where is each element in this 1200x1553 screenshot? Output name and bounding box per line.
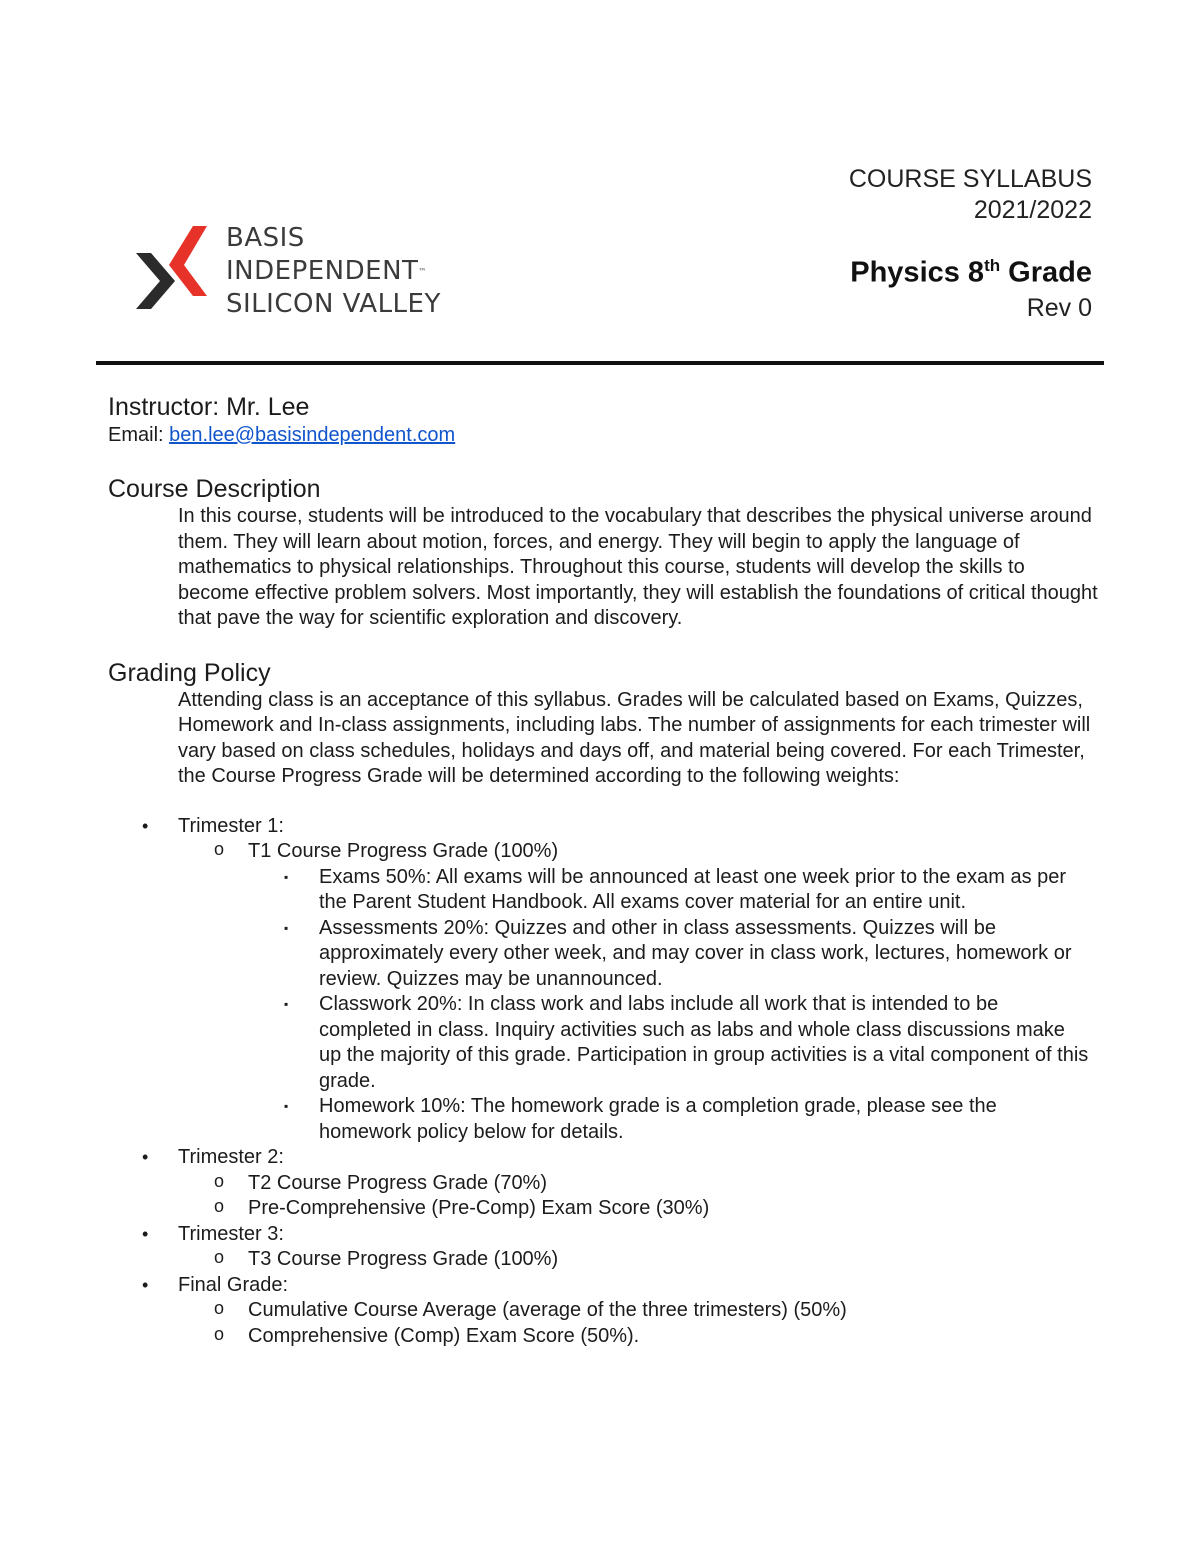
email-row bbox=[108, 422, 1098, 448]
list-item: • Trimester 3: bbox=[108, 1222, 1098, 1248]
header-divider bbox=[96, 361, 1104, 365]
square-bullet-icon: ▪ bbox=[284, 1099, 289, 1113]
bullet-icon: • bbox=[142, 1274, 149, 1295]
square-bullet-icon: ▪ bbox=[284, 920, 289, 935]
list-item: • Final Grade: bbox=[108, 1273, 1098, 1299]
square-bullet-icon: ▪ bbox=[284, 869, 289, 884]
list-item: o T3 Course Progress Grade (100%) bbox=[214, 1247, 559, 1270]
circle-bullet-icon: o bbox=[214, 1323, 225, 1344]
square-bullet-icon: ▪ bbox=[284, 997, 289, 1011]
list-item: • Trimester 1: bbox=[108, 814, 1098, 840]
circle-bullet-icon: o bbox=[214, 1247, 225, 1267]
revision-label: Rev 0 bbox=[1026, 293, 1092, 322]
circle-bullet-icon: o bbox=[214, 1196, 225, 1216]
instructor-name: Instructor: Mr. Lee bbox=[108, 393, 310, 421]
list-item: o T1 Course Progress Grade (100%) bbox=[214, 839, 559, 862]
list-item: o Comprehensive (Comp) Exam Score (50%). bbox=[214, 1323, 640, 1347]
bullet-icon: • bbox=[142, 1147, 149, 1167]
logo-line-basis: BASIS bbox=[226, 223, 305, 253]
list-item: ▪ Classwork 20%: In class work and labs include all work that is intended to be completed in class. Inquiry activities such as labs and whole class discussions make up the majority of this grade. Participation in group activities is a vital component of this grade. bbox=[284, 993, 1089, 1092]
document-header bbox=[849, 164, 1092, 325]
list-item: o Cumulative Course Average (average of the three trimesters) (50%) bbox=[214, 1298, 847, 1321]
document-type: COURSE SYLLABUS bbox=[848, 165, 1092, 193]
email-label: Email: bbox=[108, 424, 164, 446]
bullet-icon: • bbox=[142, 1223, 149, 1244]
list-item: o Pre-Comprehensive (Pre-Comp) Exam Score (30%) bbox=[214, 1196, 710, 1219]
logo-line-silicon-valley: SILICON VALLEY bbox=[226, 289, 441, 319]
basis-chevron-icon bbox=[136, 224, 216, 314]
list-item: ▪ Homework 10%: The homework grade is a completion grade, please see the homework policy below for details. bbox=[284, 1095, 997, 1143]
course-description-text: In this course, students will be introduced to the vocabulary that describes the physical universe around them. They will learn about motion, forces, and energy. They will begin to apply the language of mathematics to physical relationships. Throughout this course, students will develop the skills to become effective problem solvers. Most importantly, they will establish the foundations of critical thought that pave the way for scientific exploration and discovery. bbox=[178, 505, 1098, 629]
circle-bullet-icon: o bbox=[214, 1298, 225, 1318]
circle-bullet-icon: o bbox=[214, 1170, 225, 1191]
grading-policy-text: Attending class is an acceptance of this syllabus. Grades will be calculated based on Exams, Quizzes, Homework and In-class assignments, including labs. The number of assignments for each trimester will vary based on class schedules, holidays and days off, and material being covered. For each Trimester, the Course Progress Grade will be determined according to the following weights: bbox=[178, 688, 1091, 787]
school-year: 2021/2022 bbox=[973, 196, 1092, 224]
circle-bullet-icon: o bbox=[214, 839, 225, 859]
list-item: ▪ Assessments 20%: Quizzes and other in class assessments. Quizzes will be approximately every other week, and may cover in class work, lectures, homework or review. Quizzes may be unannounced. bbox=[284, 916, 1072, 990]
logo-line-independent: INDEPENDENT™ bbox=[226, 256, 427, 286]
grading-weights-list bbox=[108, 814, 1098, 1350]
list-item: • Trimester 2: bbox=[108, 1145, 1098, 1171]
list-item: o T2 Course Progress Grade (70%) bbox=[214, 1170, 548, 1194]
grading-policy-heading: Grading Policy bbox=[108, 658, 271, 687]
school-logo bbox=[136, 222, 456, 322]
email-link[interactable]: ben.lee@basisindependent.com bbox=[169, 424, 456, 446]
syllabus-body bbox=[108, 392, 1098, 1349]
course-title: Physics 8th Grade bbox=[850, 256, 1092, 289]
list-item: ▪ Exams 50%: All exams will be announced at least one week prior to the exam as per the Parent Student Handbook. All exams cover material for an entire unit. bbox=[284, 865, 1067, 913]
bullet-icon: • bbox=[142, 815, 149, 836]
course-description-heading: Course Description bbox=[108, 475, 321, 503]
